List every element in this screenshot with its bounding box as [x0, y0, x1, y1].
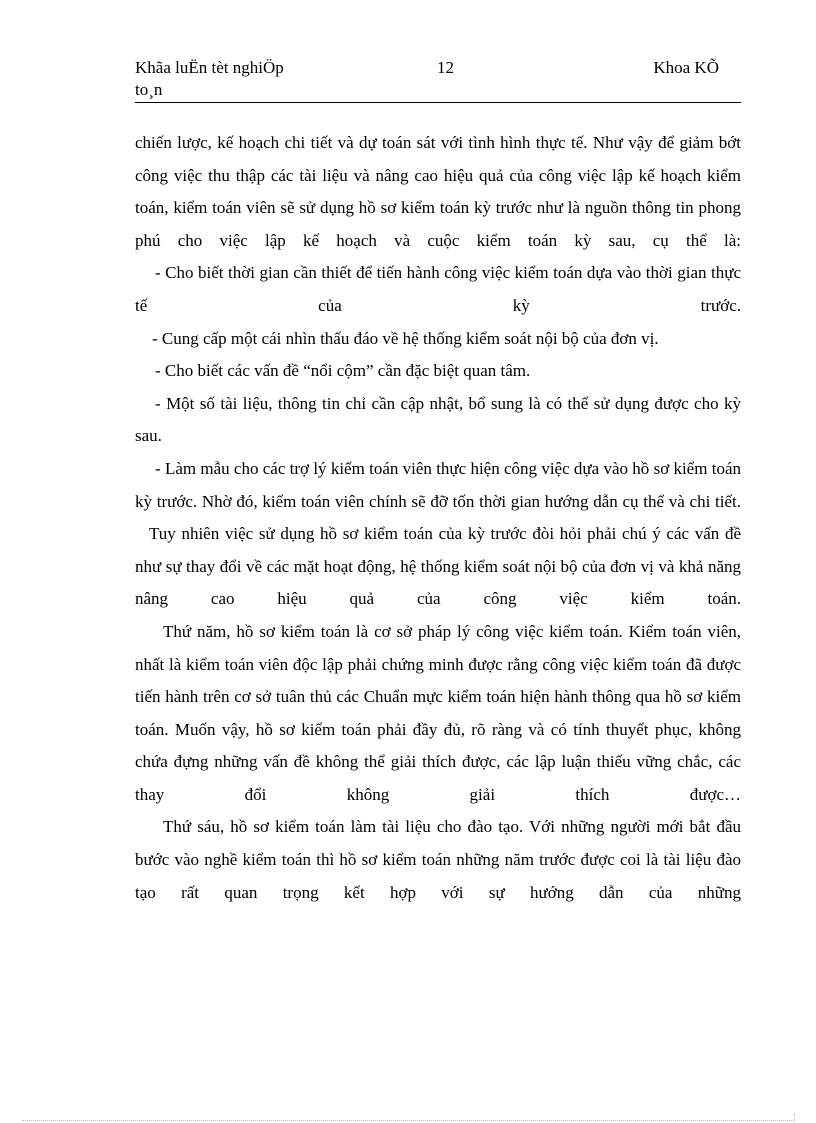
paragraph: chiến lược, kế hoạch chi tiết và dự toán sát với tình hình thực tế. Như vậy để giảm bớt công việc thu thập các tài liệu và nâng cao hiệu quả của công việc lập kế hoạch kiểm toán, kiểm toán viên sẽ sử dụng hồ sơ kiểm toán kỳ trước như là nguồn thông tin phong phú cho việc lập kế hoạch và cuộc kiểm toán kỳ sau, cụ thể là:: [135, 133, 741, 250]
header-faculty-label: Khoa KÕ: [653, 58, 719, 77]
bullet-item: - Một số tài liệu, thông tin chỉ cần cập nhật, bổ sung là có thể sử dụng được cho kỳ sau.: [135, 393, 741, 446]
page-corner-mark: [794, 1114, 795, 1122]
page-number: 12: [437, 58, 454, 77]
page-bottom-rule: [22, 1120, 794, 1121]
bullet-item: - Cho biết thời gian cần thiết để tiến hành công việc kiểm toán dựa vào thời gian thực tế của kỳ trước.: [135, 263, 741, 315]
bullet-item: - Cung cấp một cái nhìn thấu đáo về hệ thống kiểm soát nội bộ của đơn vị.: [152, 328, 659, 348]
document-body: [135, 127, 741, 909]
paragraph: Thứ sáu, hồ sơ kiểm toán làm tài liệu cho đào tạo. Với những người mới bắt đầu bước vào nghề kiểm toán thì hồ sơ kiểm toán những năm trước được coi là tài liệu đào tạo rất quan trọng kết hợp với sự hướng dẫn của những: [135, 817, 741, 902]
page-header: [135, 56, 741, 103]
paragraph: Tuy nhiên việc sử dụng hồ sơ kiểm toán của kỳ trước đòi hỏi phải chú ý các vấn đề như sự thay đổi về các mặt hoạt động, hệ thống kiểm soát nội bộ của đơn vị và khả năng nâng cao hiệu quả của công việc kiểm toán.: [135, 524, 741, 609]
header-thesis-label: Khãa luËn tèt nghiÖp: [135, 58, 284, 77]
bullet-item: - Cho biết các vấn đề “nổi cộm” cần đặc biệt quan tâm.: [155, 361, 531, 381]
header-thesis-label-cont: to¸n: [135, 80, 163, 99]
paragraph: Thứ năm, hồ sơ kiểm toán là cơ sở pháp lý công việc kiểm toán. Kiểm toán viên, nhất là kiểm toán viên độc lập phải chứng minh được rằng công việc kiểm toán đã được tiến hành trên cơ sở tuân thủ các Chuẩn mực kiểm toán hiện hành thông qua hồ sơ kiểm toán. Muốn vậy, hồ sơ kiểm toán phải đầy đủ, rõ ràng và có tính thuyết phục, không chứa đựng những vấn đề không thể giải thích được, các lập luận thiếu vững chắc, các thay đổi không giải thích được…: [135, 621, 741, 804]
bullet-item: - Làm mẫu cho các trợ lý kiểm toán viên thực hiện công việc dựa vào hồ sơ kiểm toán kỳ trước. Nhờ đó, kiểm toán viên chính sẽ đỡ tốn thời gian hướng dẫn cụ thể và chi tiết.: [135, 458, 741, 511]
